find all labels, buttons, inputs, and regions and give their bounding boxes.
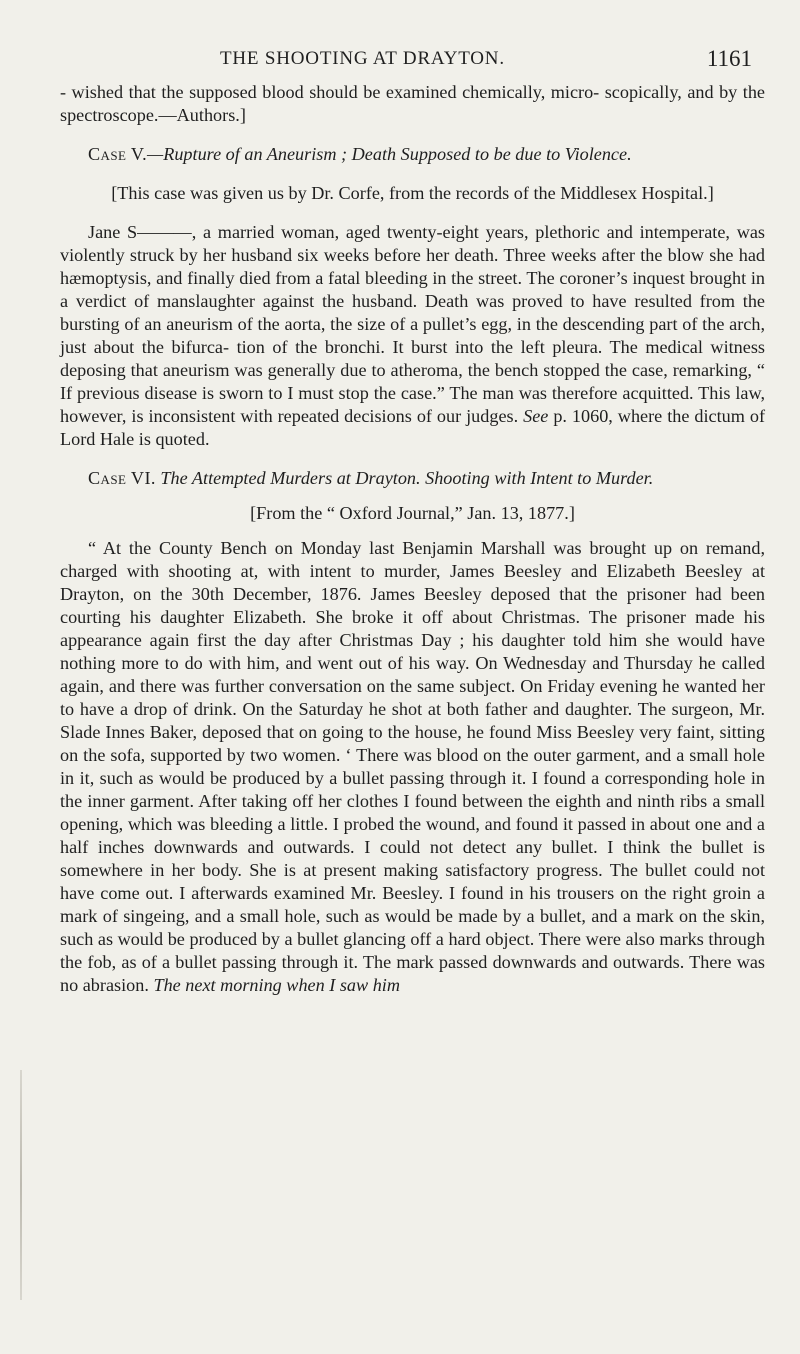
case-6-source-note: [From the “ Oxford Journal,” Jan. 13, 1877.] bbox=[250, 503, 575, 523]
case-5-title: —Rupture of an Aneurism ; Death Supposed to be due to Violence. bbox=[147, 144, 632, 164]
case-5-see: See bbox=[523, 406, 549, 426]
case-5-heading bbox=[60, 143, 765, 166]
case-6-title: The Attempted Murders at Drayton. Shooting with Intent to Murder. bbox=[160, 468, 654, 488]
page-header bbox=[100, 46, 752, 76]
continued-paragraph: - wished that the supposed blood should be examined chemically, micro- scopically, and by the spectroscope.—Authors.] bbox=[60, 82, 765, 125]
running-title: THE SHOOTING AT DRAYTON. bbox=[220, 48, 505, 69]
case-5-label: Case V. bbox=[88, 144, 148, 164]
case-5-source-note: [This case was given us by Dr. Corfe, from the records of the Middlesex Hospital.] bbox=[111, 183, 714, 203]
case-6-heading bbox=[60, 467, 765, 490]
page-number: 1161 bbox=[706, 46, 752, 71]
case-5-body bbox=[60, 221, 765, 451]
case-6-tail: The next morning when I saw him bbox=[153, 975, 400, 995]
case-6-label: Case VI. bbox=[88, 468, 156, 488]
case-6-body-text: “ At the County Bench on Monday last Benjamin Marshall was brought up on remand, charged with shooting at, with intent to murder, James Beesley and Elizabeth Beesley at Drayton, on the 30th December, 1876. James Beesley deposed that the prisoner had been courting his daughter Elizabeth. She broke it off about Christmas. The prisoner made his appearance again first the day after Christmas Day ; his daughter told him she would have nothing more to do with him, and went out of his way. On Wednesday and Thursday he called again, and there was further conversation on the same subject. On Friday evening he wanted her to have a drop of drink. On the Saturday he shot at both father and daughter. The surgeon, Mr. Slade Innes Baker, deposed that on going to the house, he found Miss Beesley very faint, sitting on the sofa, supported by two women. ‘ There was blood on the outer garment, and a small hole in it, such as would be produced by a bullet passing through it. I found a corresponding hole in the inner garment. After taking off her clothes I found between the eighth and ninth ribs a small opening, which was bleeding a little. I probed the wound, and found it passed in about one and a half inches downwards and outwards. I could not detect any bullet. I think the bullet is somewhere in her body. She is at present making satisfactory progress. The bullet could not have come out. I afterwards examined Mr. Beesley. I found in his trousers on the right groin a mark of singeing, and a small hole, such as would be made by a bullet, and a mark on the skin, such as would be produced by a bullet glancing off a hard object. There were also marks through the fob, as of a bullet passing through it. The mark passed downwards and outwards. There was no abrasion. bbox=[60, 538, 765, 995]
case-6-body bbox=[60, 537, 765, 997]
page-edge-shadow bbox=[20, 1070, 22, 1300]
case-5-body-text: Jane S———, a married woman, aged twenty-eight years, plethoric and intemperate, was violently struck by her husband six weeks before her death. Three weeks after the blow she had hæmoptysis, and finally died from a fatal bleeding in the street. The coroner’s inquest brought in a verdict of manslaughter against the husband. Death was proved to have resulted from the bursting of an aneurism of the aorta, the size of a pullet’s egg, in the descending part of the arch, just about the bifurca- tion of the bronchi. It burst into the left pleura. The medical witness deposing that aneurism was generally due to atheroma, the bench stopped the case, remarking, “ If previous disease is sworn to I must stop the case.” The man was therefore acquitted. This law, however, is inconsistent with repeated decisions of our judges. bbox=[60, 222, 765, 426]
case-5-reference: p. 1060, where the dictum of Lord Hale is quoted. bbox=[60, 406, 765, 449]
body-text bbox=[60, 81, 765, 997]
